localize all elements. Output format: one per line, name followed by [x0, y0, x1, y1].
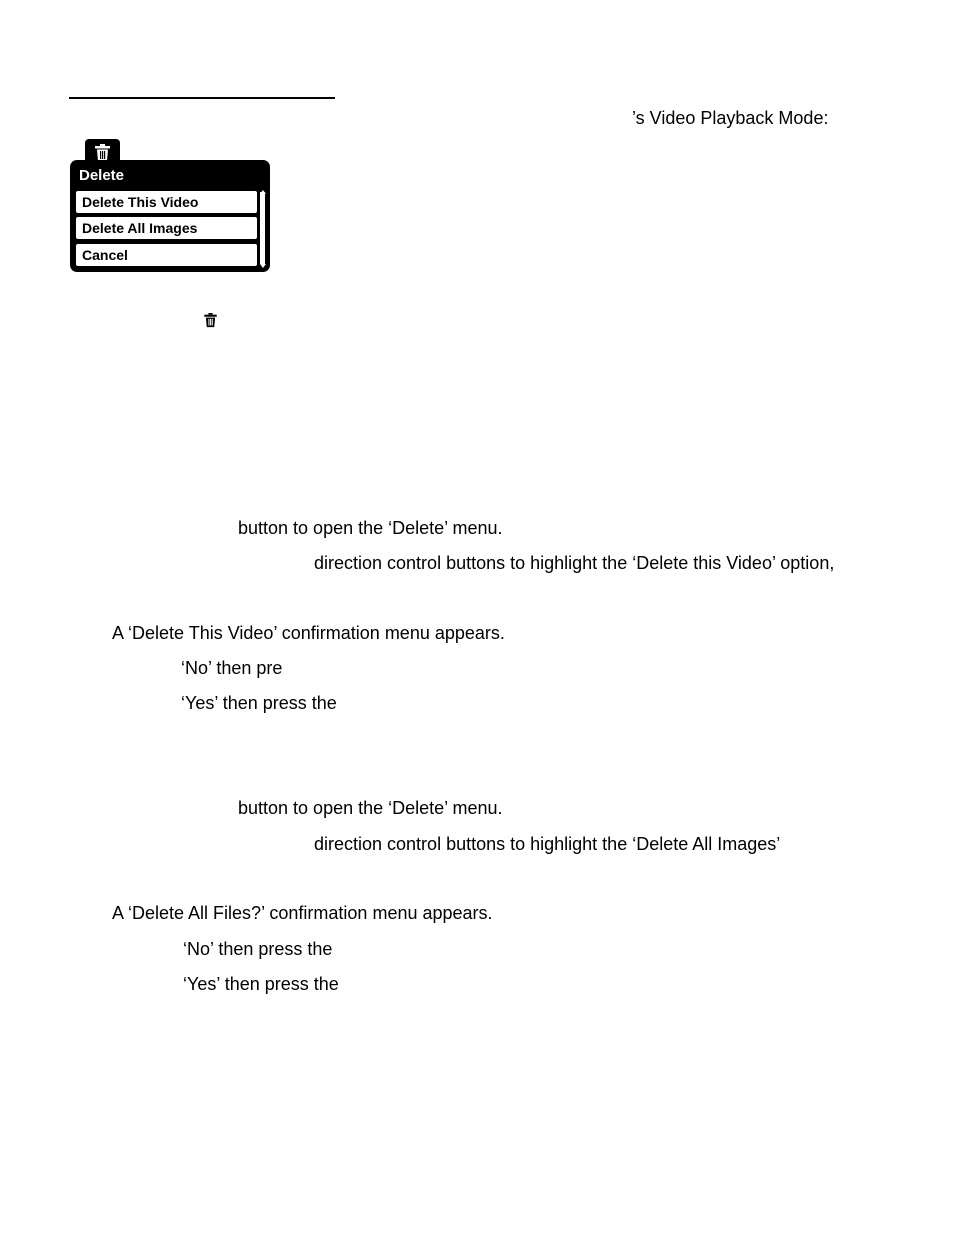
- video-option-yes: ‘Yes’ then press the: [181, 693, 337, 713]
- menu-scrollbar[interactable]: [259, 191, 266, 265]
- all-confirm-text: A ‘Delete All Files?’ confirmation menu appears.: [112, 903, 493, 923]
- video-confirm-text: A ‘Delete This Video’ confirmation menu appears.: [112, 623, 505, 643]
- menu-item-cancel[interactable]: Cancel: [76, 244, 257, 266]
- intro-text: ’s Video Playback Mode:: [632, 108, 829, 128]
- scroll-up-arrow-icon: [260, 190, 266, 194]
- menu-item-delete-this-video[interactable]: Delete This Video: [76, 191, 257, 213]
- menu-item-delete-all-images[interactable]: Delete All Images: [76, 217, 257, 239]
- delete-menu: [70, 160, 270, 272]
- video-step-open-menu: button to open the ‘Delete’ menu.: [238, 518, 503, 538]
- all-option-yes: ‘Yes’ then press the: [183, 974, 339, 994]
- video-option-no: ‘No’ then pre: [181, 658, 283, 678]
- delete-menu-title: Delete: [79, 167, 125, 184]
- all-option-no: ‘No’ then press the: [183, 939, 333, 959]
- video-step-highlight: direction control buttons to highlight the ‘Delete this Video’ option,: [314, 553, 835, 573]
- scroll-down-arrow-icon: [260, 264, 266, 268]
- section-heading-underline: [69, 97, 335, 99]
- trash-icon: [204, 313, 217, 328]
- all-step-open-menu: button to open the ‘Delete’ menu.: [238, 798, 503, 818]
- all-step-highlight: direction control buttons to highlight the ‘Delete All Images’: [314, 834, 781, 854]
